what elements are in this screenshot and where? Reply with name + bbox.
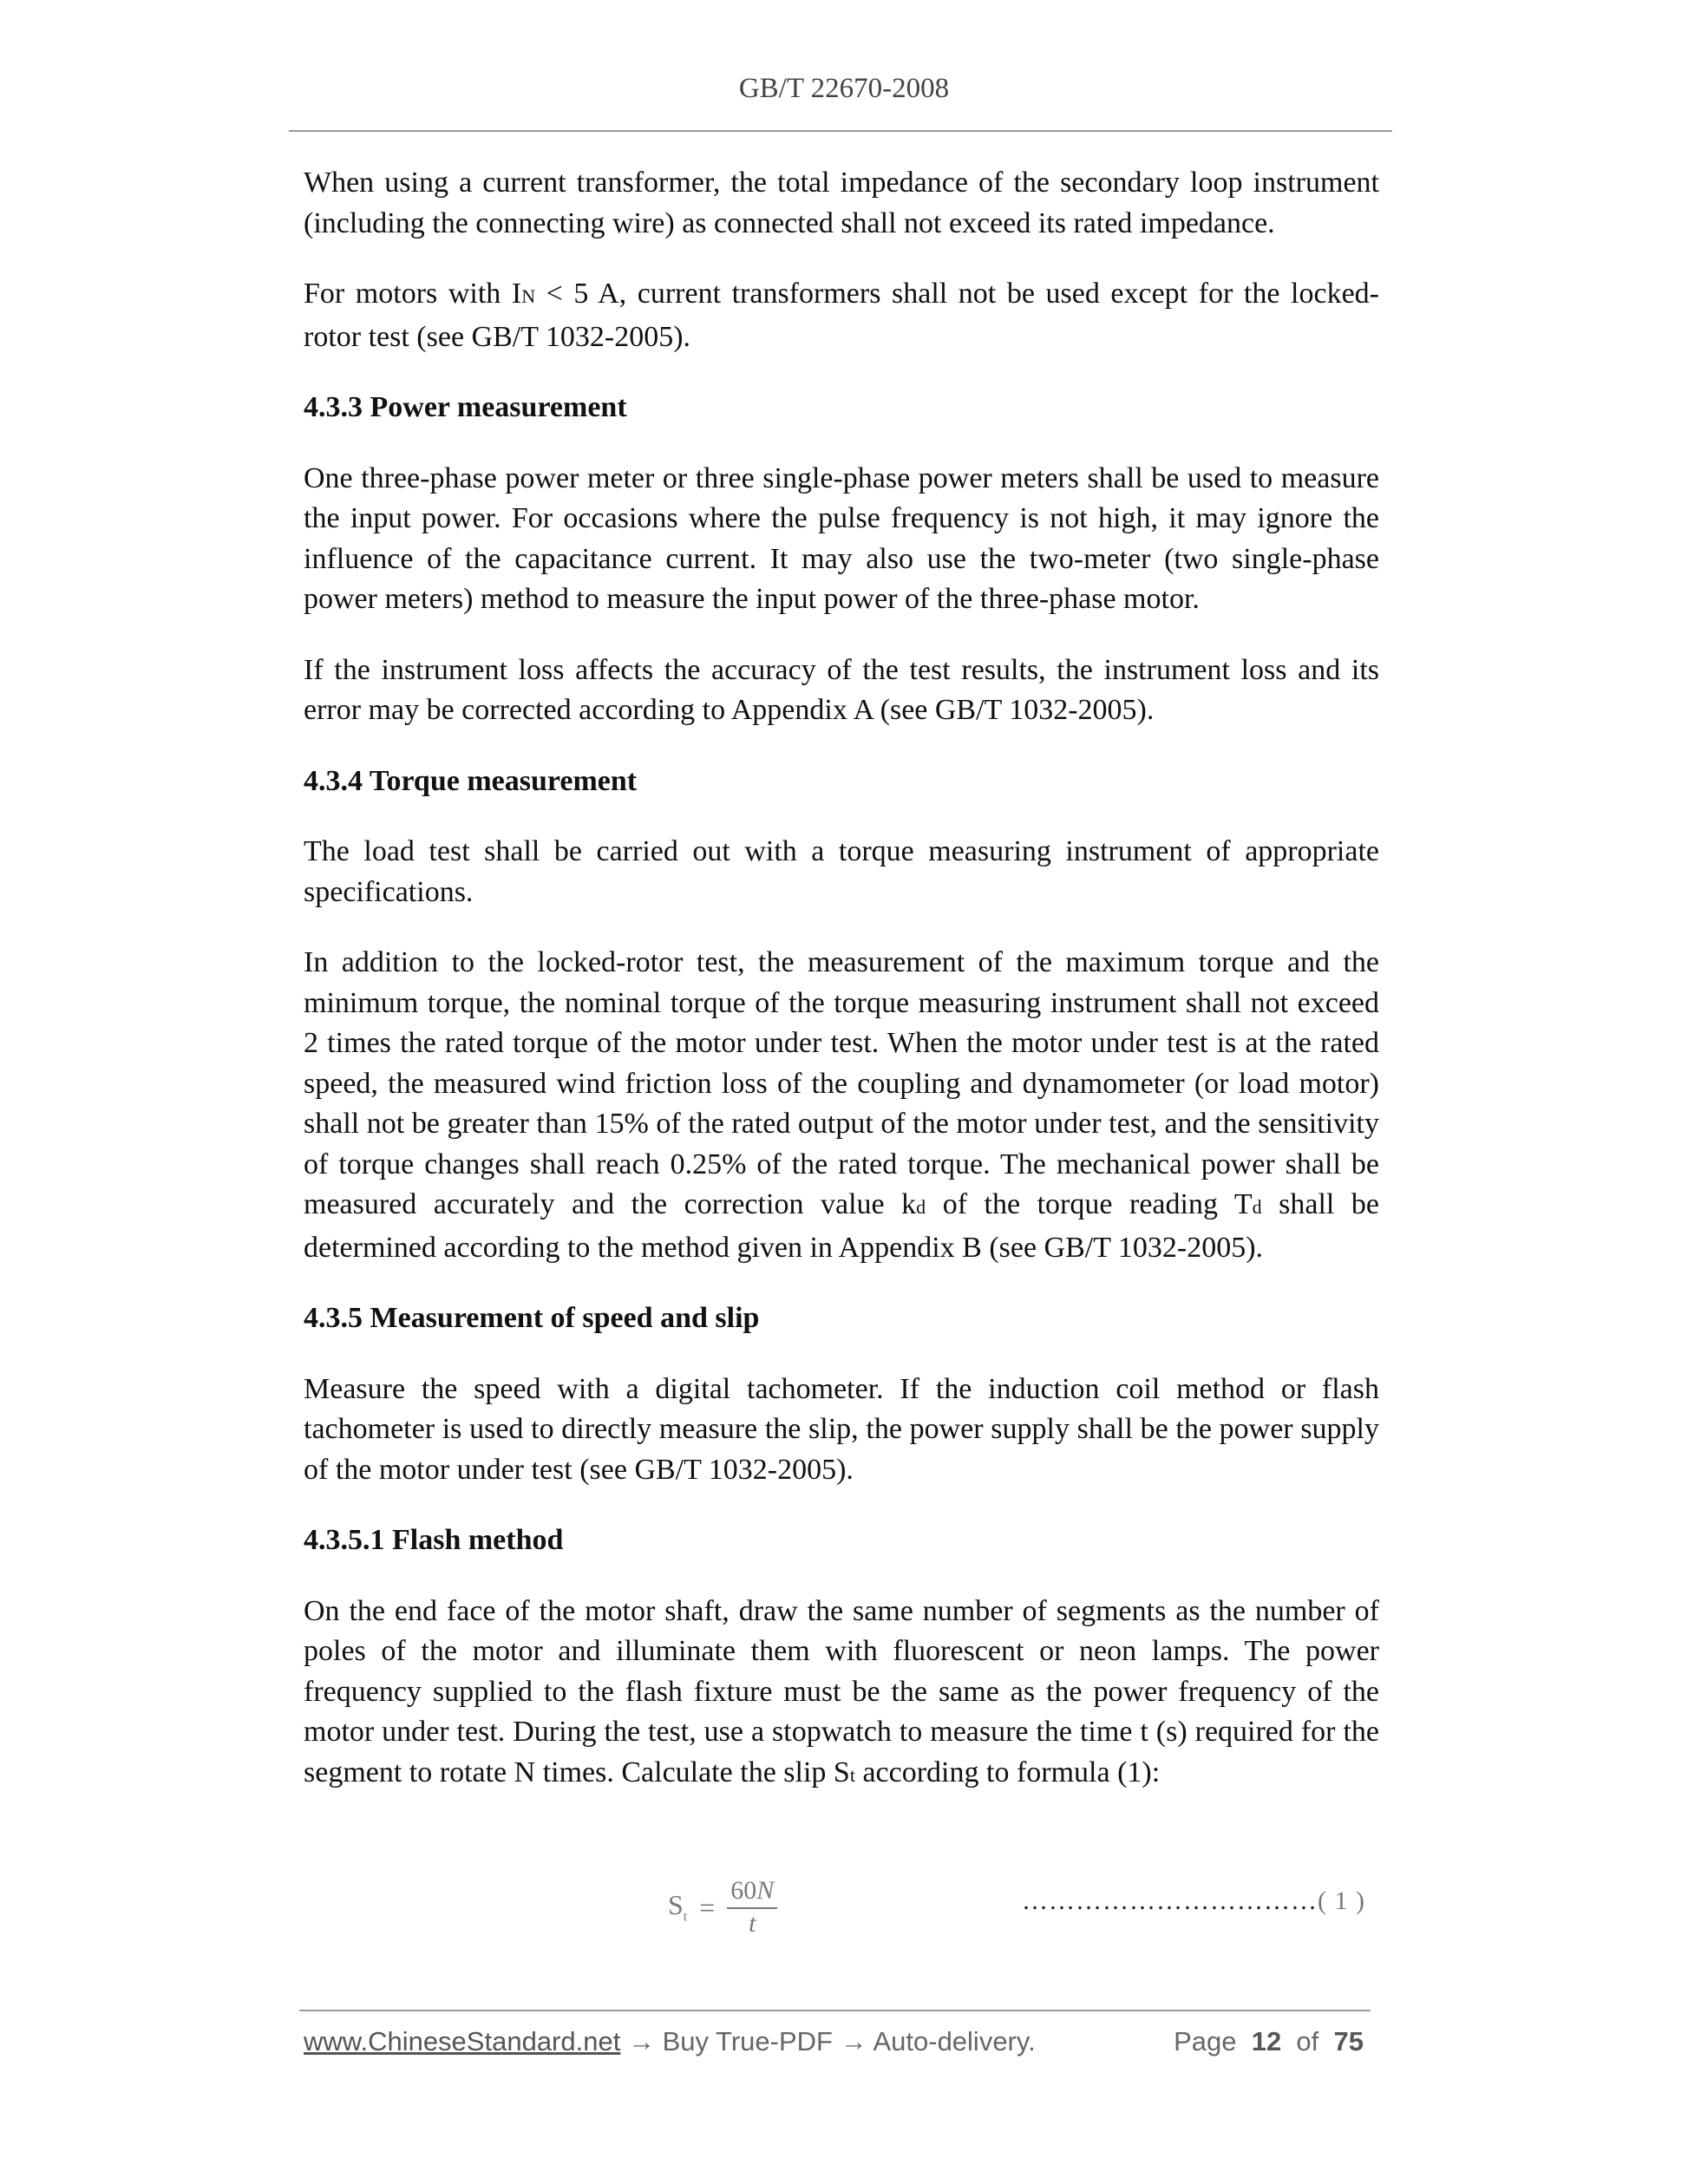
text-run: For motors with I	[304, 278, 522, 310]
text-run: On the end face of the motor shaft, draw the same number of segments as the number of poles of the motor and illuminate them with fluorescent or neon lamps. The power frequency supplied to the flash fixture must be the same as the power frequency of the motor under test. During the test, use a stopwatch to measure the time t (s) required for the segment to rotate N times. Calculate the slip S	[304, 1594, 1379, 1788]
document-id-header: GB/T 22670-2008	[738, 73, 950, 104]
current-page-number: 12	[1251, 2026, 1282, 2056]
header-divider	[289, 130, 1392, 132]
page-indicator	[1174, 2026, 1364, 2057]
document-body	[304, 163, 1379, 1826]
formula-numerator	[727, 1876, 777, 1909]
footer-promo	[304, 2026, 1036, 2057]
text-run: of the torque reading T	[926, 1188, 1253, 1220]
paragraph-speed-measure: Measure the speed with a digital tachometer. If the induction coil method or flash tachometer is used to directly measure the slip, the power supply shall be the power supply of the motor under test (see GB/T 1032-2005).	[304, 1372, 1379, 1486]
text-run: < 5 A, current transformers shall not be used except for the locked-rotor test (see GB/T 1032-2005).	[304, 278, 1379, 353]
subscript-n: N	[521, 285, 536, 307]
text-run: In addition to the locked-rotor test, the measurement of the maximum torque and the minimum torque, the nominal torque of the torque measuring instrument shall not exceed 2 times the rated torque of the motor under test. When the motor under test is at the rated speed, the measured wind friction loss of the coupling and dynamometer (or load motor) shall not be greater than 15% of the rated output of the motor under test, and the sensitivity of torque changes shall reach 0.25% of the rated torque. The mechanical power shall be measured accurately and the correction value k	[304, 946, 1379, 1220]
formula-1	[304, 1860, 1379, 1947]
page-label: Page	[1174, 2026, 1237, 2056]
arrow-right-icon: →	[832, 2026, 873, 2056]
formula-fraction	[727, 1876, 777, 1939]
equation-number: ( 1 )	[1318, 1886, 1365, 1915]
site-link[interactable]: www.ChineseStandard.net	[304, 2026, 621, 2056]
paragraph-motors-in	[304, 274, 1379, 357]
formula-lhs-symbol: S	[668, 1889, 684, 1921]
footer-divider	[299, 2010, 1371, 2011]
numerator-variable: N	[756, 1876, 775, 1905]
page-footer	[304, 2026, 1371, 2064]
text-run: according to formula (1):	[854, 1756, 1161, 1788]
section-heading-4-3-4: 4.3.4 Torque measurement	[304, 764, 638, 797]
buy-pdf-text: Buy True-PDF	[662, 2026, 833, 2056]
formula-number-line	[1022, 1886, 1365, 1916]
formula-lhs-subscript: t	[683, 1909, 688, 1925]
arrow-right-icon: →	[620, 2026, 663, 2056]
text-run: shall be determined according to the method given in Appendix B (see GB/T 1032-2005).	[304, 1188, 1379, 1264]
section-heading-4-3-5-1: 4.3.5.1 Flash method	[304, 1524, 564, 1556]
section-heading-4-3-3: 4.3.3 Power measurement	[304, 391, 627, 423]
paragraph-flash-method	[304, 1592, 1379, 1796]
paragraph-torque-details	[304, 943, 1379, 1268]
paragraph-power-meters: One three-phase power meter or three single-phase power meters shall be used to measure the input power. For occasions where the pulse frequency is not high, it may ignore the influence of the capacitance current. It may also use the two-meter (two single-phase power meters) method to measure the input power of the three-phase motor.	[304, 461, 1379, 615]
auto-delivery-text: Auto-delivery.	[873, 2026, 1036, 2056]
paragraph-load-test: The load test shall be carried out with a torque measuring instrument of appropriate specifications.	[304, 835, 1379, 908]
formula-lhs	[668, 1889, 687, 1925]
formula-equals: =	[699, 1891, 716, 1923]
subscript-d: d	[916, 1196, 926, 1218]
numerator-coefficient: 60	[730, 1876, 757, 1905]
subscript-d: d	[1252, 1196, 1262, 1218]
total-pages-number: 75	[1333, 2026, 1364, 2056]
dot-leader: ……………………………	[1022, 1886, 1318, 1915]
formula-denominator: t	[749, 1909, 756, 1938]
formula-expression	[668, 1876, 777, 1939]
paragraph-current-transformer: When using a current transformer, the total impedance of the secondary loop instrument (including the connecting wire) as connected shall not exceed its rated impedance.	[304, 167, 1379, 239]
of-label: of	[1296, 2026, 1319, 2056]
paragraph-instrument-loss: If the instrument loss affects the accuracy of the test results, the instrument loss and its error may be corrected according to Appendix A (see GB/T 1032-2005).	[304, 653, 1379, 726]
subscript-t: t	[849, 1763, 855, 1786]
section-heading-4-3-5: 4.3.5 Measurement of speed and slip	[304, 1302, 760, 1334]
